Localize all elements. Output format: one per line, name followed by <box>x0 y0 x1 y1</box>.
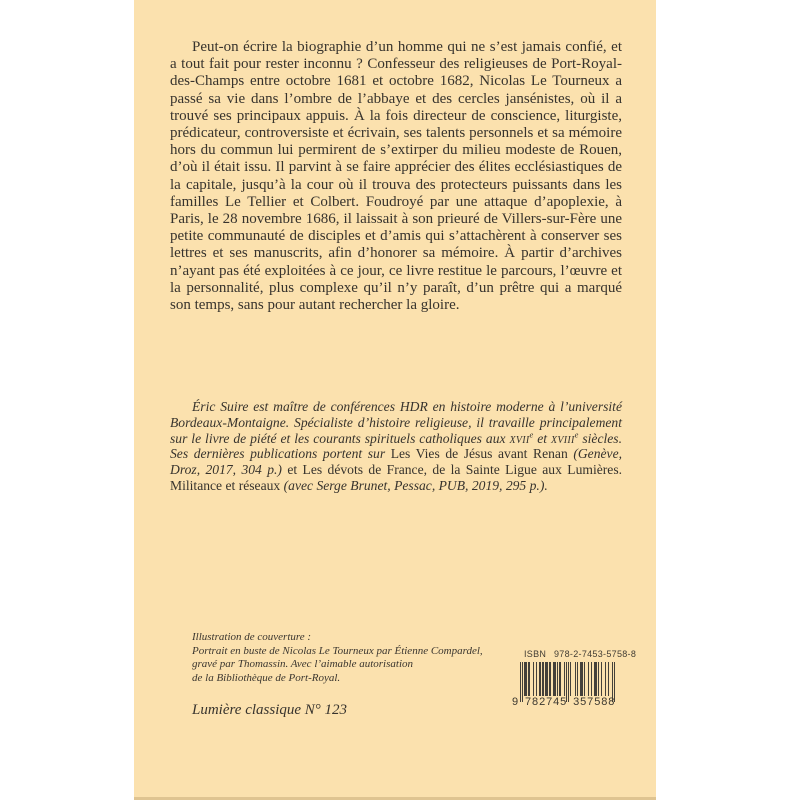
series-label: Lumière classique N° 123 <box>192 702 348 718</box>
bio-text-segment: e <box>529 429 534 440</box>
bio-text-segment: xvii <box>509 430 530 446</box>
bio-text-segment: et <box>533 430 551 446</box>
isbn-number-label: ISBN 978-2-7453-5758-8 <box>524 649 637 659</box>
author-bio-paragraph <box>170 399 622 494</box>
bio-text-segment: xviii <box>550 430 575 446</box>
ean-digit-group-1: 9 <box>512 696 520 708</box>
credit-line-3: gravé par Thomassin. Avec l’aimable autorisation <box>192 658 414 671</box>
credit-line-1: Illustration de couverture : <box>192 631 312 643</box>
bio-text-segment: Les Vies de Jésus avant Renan <box>390 446 568 462</box>
bio-text-segment: (avec Serge Brunet, Pessac, PUB, 2019, 295 p.). <box>280 477 548 493</box>
cover-illustration-credit <box>192 631 522 685</box>
bio-text-segment: et Les dévots de France, de la Sainte Ligue aux Lumières. Militance et réseaux <box>170 462 623 493</box>
book-back-cover <box>134 0 656 800</box>
ean-digit-group-3: 357588 <box>573 696 616 708</box>
credit-line-2: Portrait en buste de Nicolas Le Tourneux par Étienne Compardel, <box>192 644 483 657</box>
ean-digit-group-2: 782745 <box>525 696 568 708</box>
ean13-digits <box>512 696 642 708</box>
isbn-barcode <box>512 649 642 708</box>
bio-text-segment: siècles. Ses dernières publications portent sur <box>170 430 622 462</box>
credit-line-4: de la Bibliothèque de Port-Royal. <box>192 671 341 684</box>
synopsis-paragraph: Peut-on écrire la biographie d’un homme qui ne s’est jamais confié, et a tout fait pour rester inconnu ? Confesseur des religieuses de Port-Royal-des-Champs entre octobre 1681 et octobre 1682, Nicolas Le Tourneux a passé sa vie dans l’ombre de l’abbaye et des cercles jansénistes, où il a trouvé ses principaux appuis. À la fois directeur de conscience, liturgiste, prédicateur, controversiste et écrivain, ses talents personnels et sa mémoire hors du commun lui permirent de s’extirper du milieu modeste de Rouen, d’où il était issu. Il parvint à se faire apprécier des élites ecclésiastiques de la capitale, jusqu’à la cour où il trouva des protecteurs puissants dans les familles Le Tellier et Colbert. Foudroyé par une attaque d’apoplexie, à Paris, le 28 novembre 1686, il laissait à son prieuré de Villers-sur-Fère une petite communauté de disciples et d’amis qui s’attachèrent à conserver ses lettres et ses manuscrits, afin d’honorer sa mémoire. À partir d’archives n’ayant pas été exploitées à ce jour, ce livre restitue le parcours, l’œuvre et la personnalité, plus complexe qu’il n’y paraît, d’un prêtre qui a marqué son temps, sans pour autant rechercher la gloire. <box>170 39 622 314</box>
bio-text-segment: (Genève, Droz, 2017, 304 p.) <box>170 446 622 478</box>
bio-text-segment: e <box>574 429 579 440</box>
bio-text-segment: Éric Suire est maître de conférences HDR en histoire moderne à l’université Bordeaux-Montaigne. Spécialiste d’histoire religieuse, il travaille principalement sur le livre de piété et les courants spirituels catholiques aux <box>170 399 622 446</box>
